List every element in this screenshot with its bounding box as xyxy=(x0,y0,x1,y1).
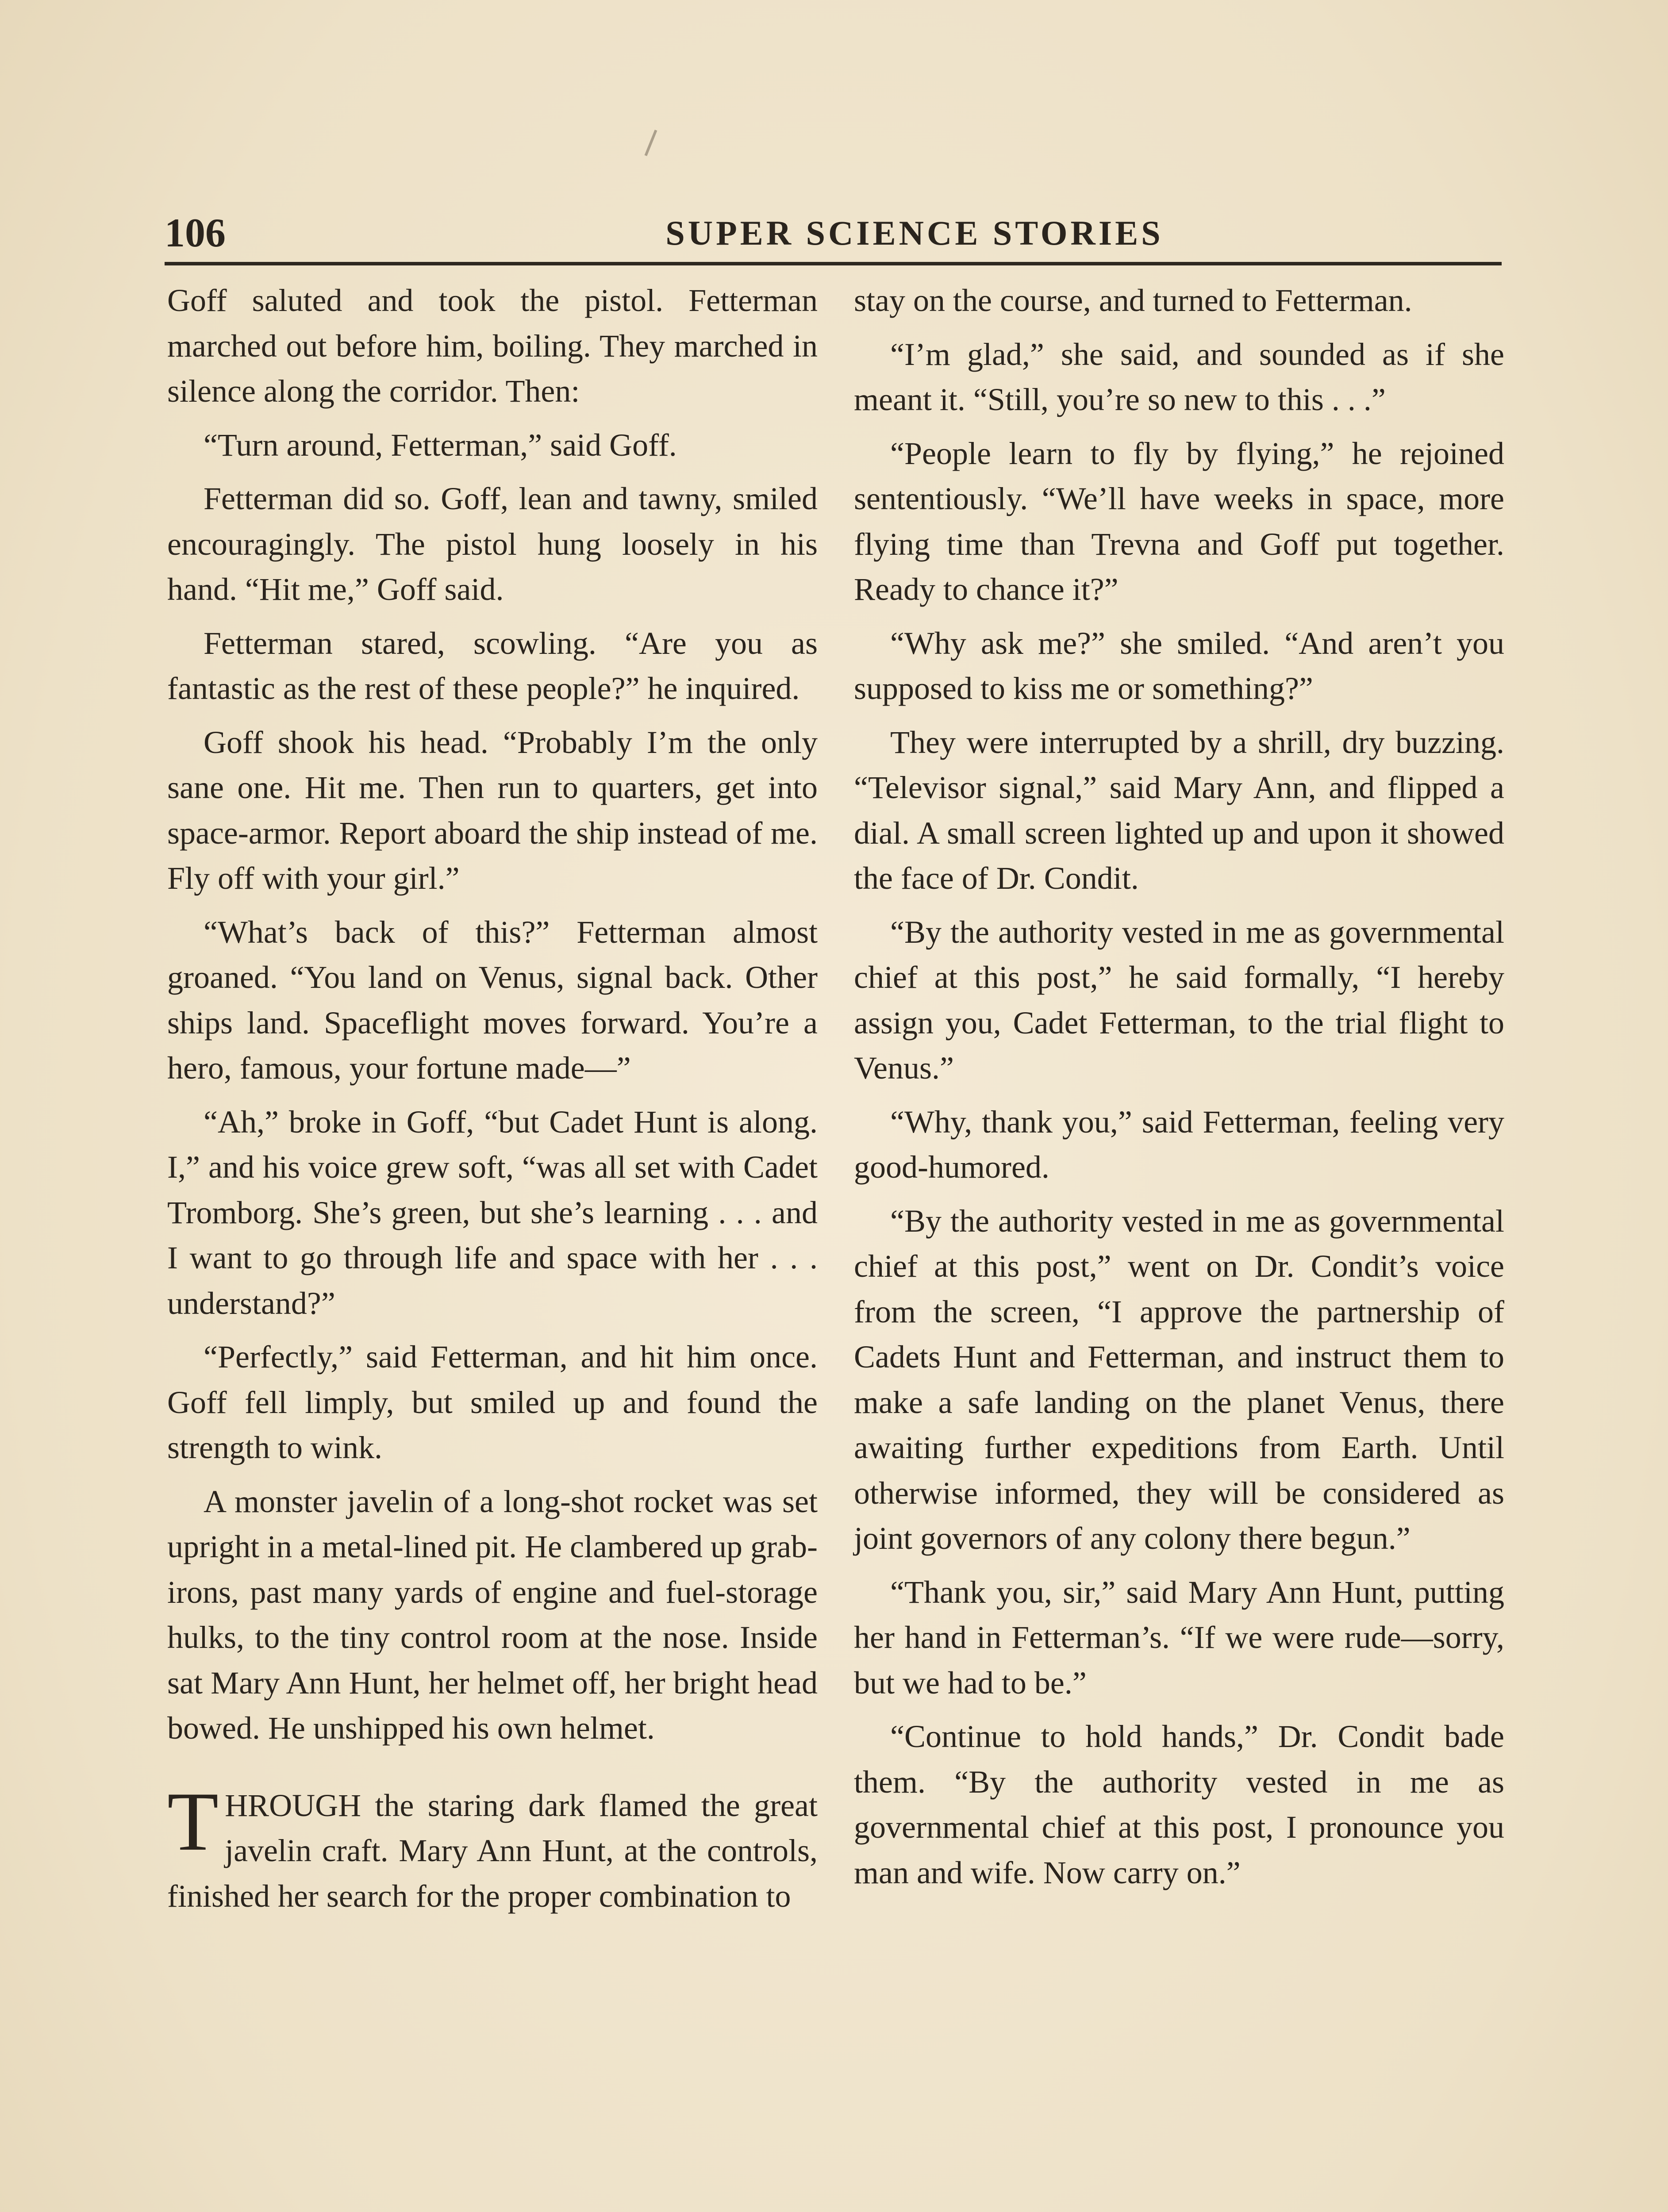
running-title: SUPER SCIENCE STORIES xyxy=(665,214,1164,252)
drop-cap: T xyxy=(167,1775,219,1868)
left-column xyxy=(167,278,818,2212)
paragraph: “People learn to fly by flying,” he rejoined sententiously. “We’ll have weeks in space, more flying time than Trevna and Goff put together. Ready to chance it?” xyxy=(854,435,1504,607)
paragraph: “What’s back of this?” Fetterman almost groaned. “You land on Venus, signal back. Other ships land. Spaceflight moves forward. You’re a hero, famous, your fortune made—” xyxy=(167,914,818,1086)
paragraph: “Why ask me?” she smiled. “And aren’t you supposed to kiss me or something?” xyxy=(854,625,1504,706)
paragraph: Goff shook his head. “Probably I’m the only sane one. Hit me. Then run to quarters, get into space-armor. Report aboard the ship instead of me. Fly off with your girl.” xyxy=(167,724,818,896)
paragraph: “Continue to hold hands,” Dr. Condit bade them. “By the authority vested in me as governmental chief at this post, I pronounce you man and wife. Now carry on.” xyxy=(854,1719,1504,1890)
right-column xyxy=(854,278,1504,2212)
paragraph: “Why, thank you,” said Fetterman, feeling very good-humored. xyxy=(854,1104,1504,1185)
paragraph: They were interrupted by a shrill, dry buzzing. “Televisor signal,” said Mary Ann, and flipped a dial. A small screen lighted up and upon it showed the face of Dr. Condit. xyxy=(854,724,1504,896)
paragraph: “Ah,” broke in Goff, “but Cadet Hunt is along. I,” and his voice grew soft, “was all set with Cadet Tromborg. She’s green, but she’s learning . . . and I want to go through life and space with her . . . understand?” xyxy=(167,1104,818,1321)
dropcap-paragraph xyxy=(167,1775,818,1919)
paragraph: Fetterman stared, scowling. “Are you as fantastic as the rest of these people?” he inquired. xyxy=(167,625,818,706)
paragraph: “Thank you, sir,” said Mary Ann Hunt, putting her hand in Fetterman’s. “If we were rude—sorry, but we had to be.” xyxy=(854,1574,1504,1701)
page-header xyxy=(165,208,1501,261)
header-rule xyxy=(165,262,1502,265)
paragraph: “Turn around, Fetterman,” said Goff. xyxy=(204,427,677,463)
stray-pencil-mark xyxy=(645,130,657,156)
paragraph: Goff saluted and took the pistol. Fetterman marched out before him, boiling. They marched in silence along the corridor. Then: xyxy=(167,283,818,409)
paragraph: Fetterman did so. Goff, lean and tawny, smiled encouragingly. The pistol hung loosely in his hand. “Hit me,” Goff said. xyxy=(167,481,818,607)
paragraph: “By the authority vested in me as governmental chief at this post,” went on Dr. Condit’s voice from the screen, “I approve the partnership of Cadets Hunt and Fetterman, and instruct them to make a safe landing on the planet Venus, there awaiting further expeditions from Earth. Until otherwise informed, they will be considered as joint governors of any colony there begun.” xyxy=(854,1203,1504,1556)
paragraph: “Perfectly,” said Fetterman, and hit him once. Goff fell limply, but smiled up and found the strength to wink. xyxy=(167,1339,818,1465)
dropcap-paragraph-text: HROUGH the staring dark flamed the great javelin craft. Mary Ann Hunt, at the controls, finished her search for the proper combination to xyxy=(167,1787,818,1914)
page-number: 106 xyxy=(165,210,226,255)
paragraph: “I’m glad,” she said, and sounded as if she meant it. “Still, you’re so new to this . . .” xyxy=(854,336,1504,417)
paragraph: “By the authority vested in me as governmental chief at this post,” he said formally, “I hereby assign you, Cadet Fetterman, to the trial flight to Venus.” xyxy=(854,914,1504,1086)
paragraph: A monster javelin of a long-shot rocket was set upright in a metal-lined pit. He clambered up grab-irons, past many yards of engine and fuel-storage hulks, to the tiny control room at the nose. Inside sat Mary Ann Hunt, her helmet off, her bright head bowed. He unshipped his own helmet. xyxy=(167,1483,818,1746)
paragraph: stay on the course, and turned to Fetterman. xyxy=(854,283,1412,318)
